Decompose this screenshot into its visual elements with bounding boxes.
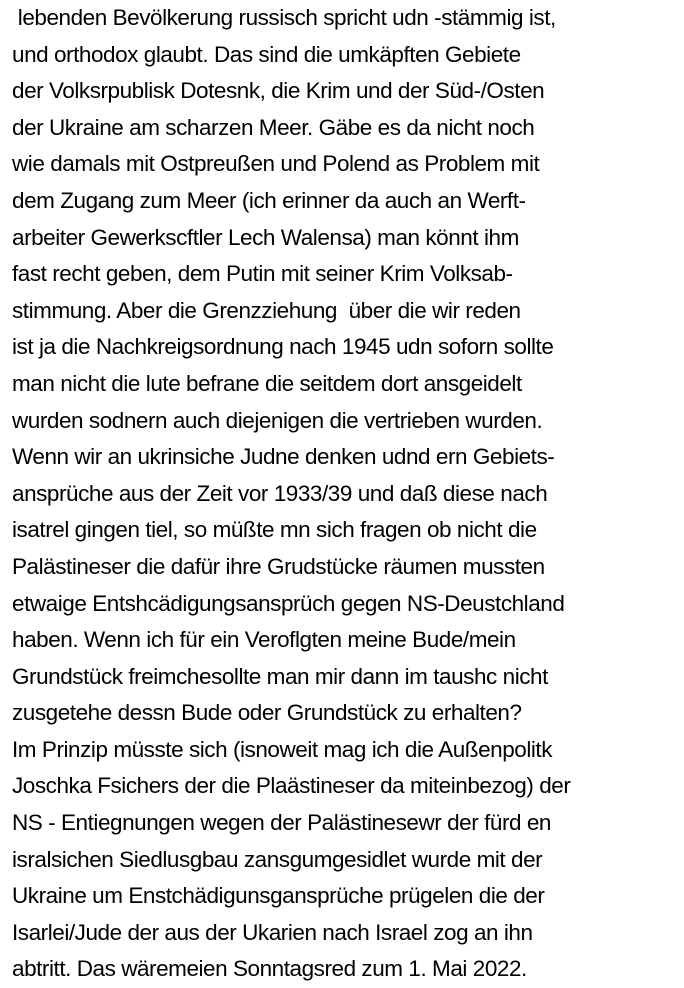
text-line: Im Prinzip müsste sich (isnoweit mag ich die Außenpolitk xyxy=(12,736,553,762)
text-line: haben. Wenn ich für ein Veroflgten meine Bude/mein xyxy=(12,627,516,653)
text-line: und orthodox glaubt. Das sind die umkäpften Gebiete xyxy=(12,41,521,67)
text-line: lebenden Bevölkerung russisch spricht udn -stämmig ist, xyxy=(12,5,556,30)
text-line: zusgetehe dessn Bude oder Grundstück zu erhalten? xyxy=(12,700,522,726)
text-line: Joschka Fsichers der die Plaästineser da miteinbezog) der xyxy=(12,773,571,799)
text-line: Wenn wir an ukrinsiche Judne denken udnd ern Gebiets- xyxy=(12,444,555,470)
text-line: NS - Entiegnungen wegen der Palästinesewr der fürd en xyxy=(12,810,551,836)
text-line: der Ukraine am scharzen Meer. Gäbe es da nicht noch xyxy=(12,114,535,140)
text-line: man nicht die lute befrane die seitdem dort ansgeidelt xyxy=(12,370,522,396)
text-line: stimmung. Aber die Grenzziehung über die wir reden xyxy=(12,297,521,323)
text-line: ansprüche aus der Zeit vor 1933/39 und daß diese nach xyxy=(12,480,548,506)
text-line: Ukraine um Enstchädigunsgansprüche prügelen die der xyxy=(12,883,545,909)
text-line: arbeiter Gewerkscftler Lech Walensa) man könnt ihm xyxy=(12,224,519,250)
text-line: abtritt. Das wäremeien Sonntagsred zum 1. Mai 2022. xyxy=(12,956,527,982)
text-line: isralsichen Siedlusgbau zansgumgesidlet wurde mit der xyxy=(12,846,543,872)
text-line: wie damals mit Ostpreußen und Polend as Problem mit xyxy=(12,151,540,177)
text-line: dem Zugang zum Meer (ich erinner da auch an Werft- xyxy=(12,187,526,213)
text-line: Palästineser die dafür ihre Grudstücke räumen mussten xyxy=(12,553,545,579)
text-line: etwaige Entshcädigungsansprüch gegen NS-Deustchland xyxy=(12,590,565,616)
text-line: isatrel gingen tiel, so müßte mn sich fragen ob nicht die xyxy=(12,517,537,543)
text-line: ist ja die Nachkreigsordnung nach 1945 udn soforn sollte xyxy=(12,334,554,360)
text-line: Isarlei/Jude der aus der Ukarien nach Israel zog an ihn xyxy=(12,919,533,945)
document-text xyxy=(12,0,678,988)
text-line: der Volksrpublisk Dotesnk, die Krim und der Süd-/Osten xyxy=(12,78,545,104)
text-line: Grundstück freimchesollte man mir dann im taushc nicht xyxy=(12,663,548,689)
text-line: wurden sodnern auch diejenigen die vertrieben wurden. xyxy=(12,407,543,433)
text-line: fast recht geben, dem Putin mit seiner Krim Volksab- xyxy=(12,261,513,287)
